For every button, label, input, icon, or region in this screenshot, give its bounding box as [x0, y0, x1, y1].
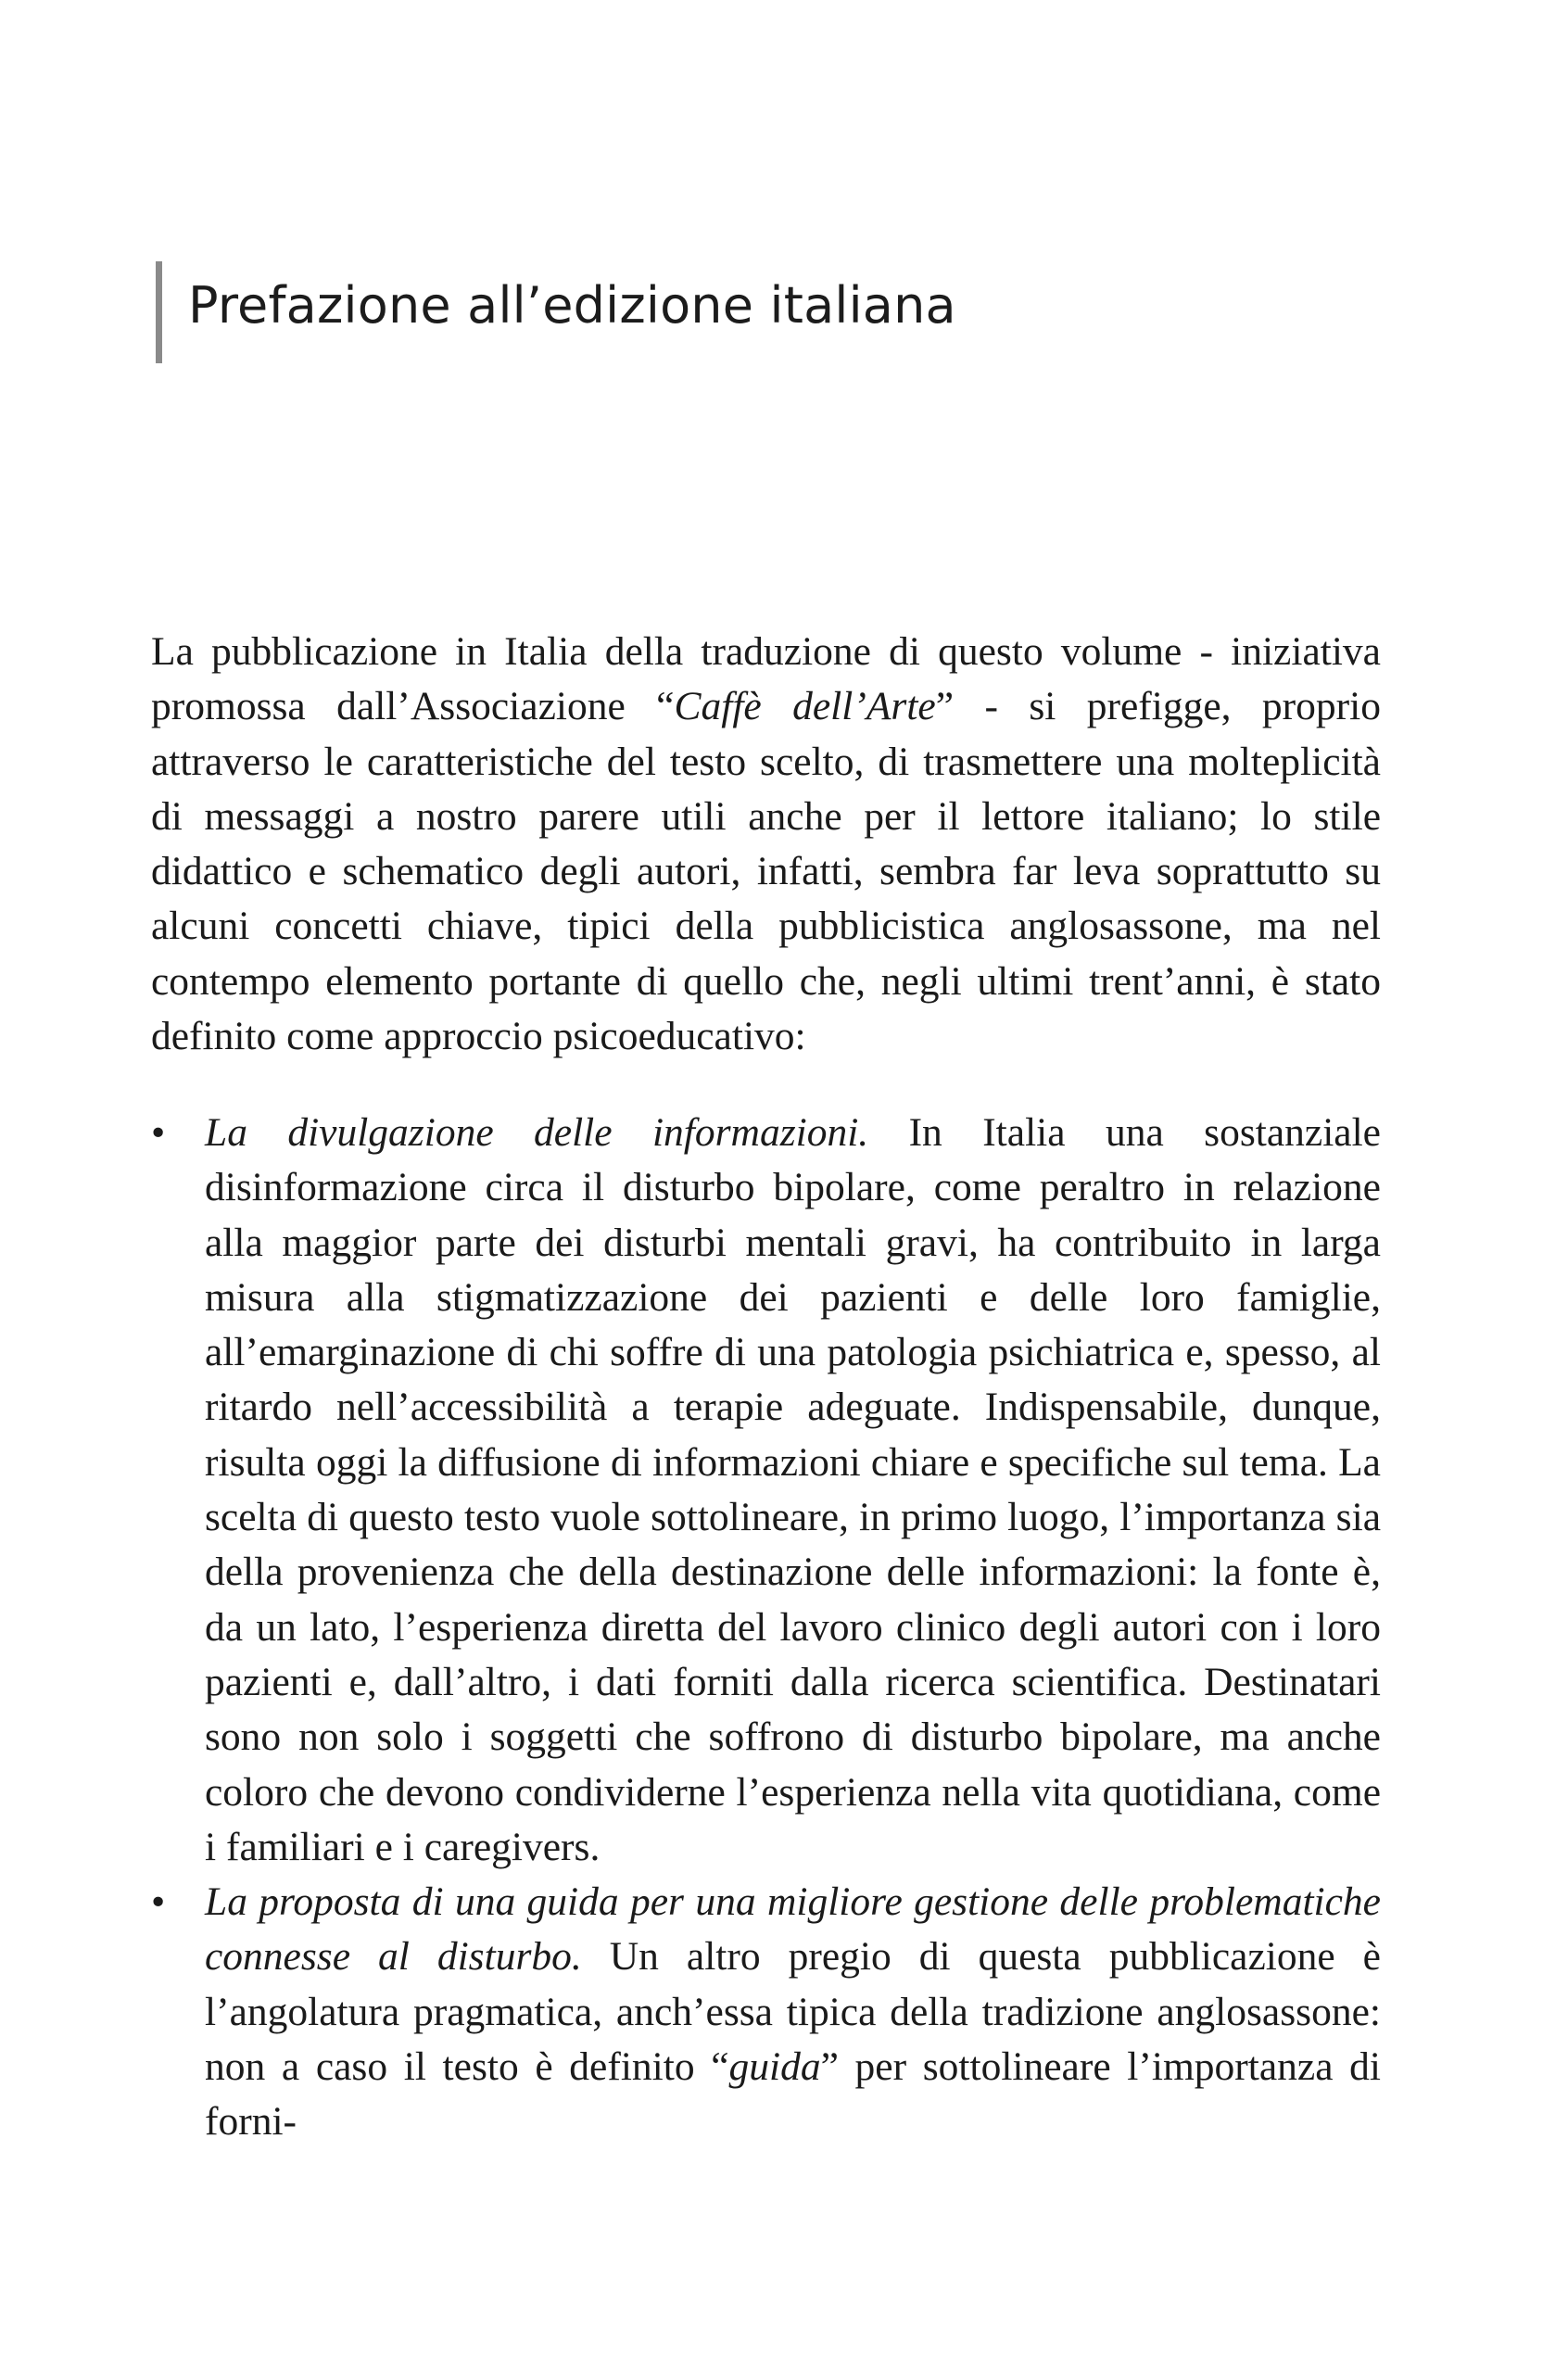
bullet-body-start: Un altro pregio di questa pubblicazione è l’angolatura pragmatica, anch’essa tipica della tradizione anglosassone: non a caso il testo è definito “ [205, 1934, 1381, 2090]
bullet-icon: • [151, 1879, 166, 1925]
bullet-body-end: ” per sottolineare l’importanza di forni- [205, 2044, 1381, 2145]
bullet-list [151, 1106, 1381, 2150]
association-name: Caffè dell’Arte [674, 684, 936, 729]
list-item [151, 1106, 1381, 1875]
bullet-body: In Italia una sostanziale disinformazione circa il disturbo bipolare, come peraltro in relazione alla maggior parte dei disturbi mentali gravi, ha contribuito in larga misura alla stigmatizzazione dei pazienti e delle loro famiglie, all’emarginazione di chi soffre di una patologia psichiatrica e, spesso, al ritardo nell’accessibilità a terapie adeguate. Indispensabile, dunque, risulta oggi la diffusione di informazioni chiare e specifiche sul tema. La scelta di questo testo vuole sottolineare, in primo luogo, l’importanza sia della provenienza che della destinazione delle informazioni: la fonte è, da un lato, l’esperienza diretta del lavoro clinico degli autori con i loro pazienti e, dall’altro, i dati forniti dalla ricerca scientifica. Destinatari sono non solo i soggetti che soffrono di disturbo bipolare, ma anche coloro che devono condividerne l’esperienza nella vita quotidiana, come i familiari e i caregivers. [205, 1110, 1381, 1869]
bullet-heading: La divulgazione delle informazioni. [205, 1110, 869, 1155]
intro-paragraph [151, 625, 1381, 1064]
list-item [151, 1875, 1381, 2149]
quoted-word: guida [728, 2044, 821, 2090]
intro-text-end: ” - si prefigge, proprio attraverso le caratteristiche del testo scelto, di trasmettere una molteplicità di messaggi a nostro parere utili anche per il lettore italiano; lo stile didattico e schematico degli autori, infatti, sembra far leva soprattutto su alcuni concetti chiave, tipici della pubblicistica anglosassone, ma nel contempo elemento portante di quello che, negli ultimi trent’anni, è stato definito come approccio psicoeducativo: [151, 684, 1381, 1059]
intro-text-start: La pubblicazione in Italia della traduzione di questo volume - iniziativa promossa dall’Associazione “ [151, 629, 1381, 729]
chapter-heading [156, 261, 956, 363]
bullet-icon: • [151, 1110, 166, 1155]
page-title: Prefazione all’edizione italiana [188, 275, 956, 335]
bullet-heading: La proposta di una guida per una migliore gestione delle problematiche connesse al disturbo. [205, 1879, 1381, 1980]
